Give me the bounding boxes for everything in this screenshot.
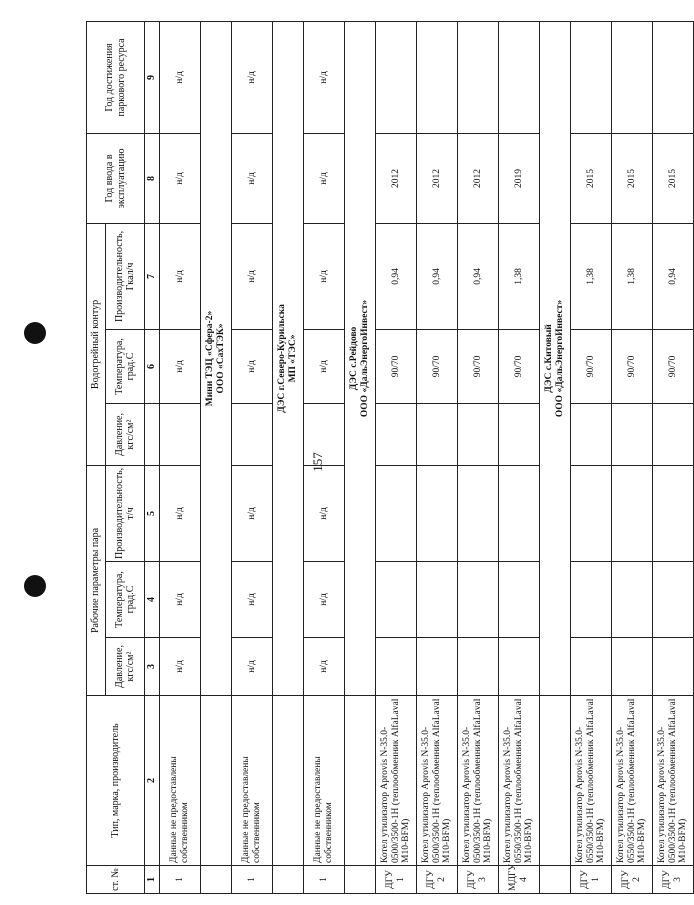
- cell-type: Данные не предоставлены собственником: [160, 696, 201, 866]
- cell-y2: [417, 21, 458, 133]
- cell-num: ДГУ 3: [653, 866, 694, 894]
- cell-y2: [499, 21, 540, 133]
- header-year-resource: Год достижения паркового ресурса: [87, 21, 145, 133]
- cell-q: н/д: [232, 465, 273, 561]
- cell-wq: 0,94: [417, 223, 458, 329]
- table-row: [653, 21, 694, 893]
- cell-wq: 1,38: [499, 223, 540, 329]
- cell-y1: 2015: [653, 133, 694, 223]
- header-temperature: Температура, град.С: [106, 562, 145, 638]
- column-index: [145, 403, 160, 465]
- cell-num: ДГУ 1: [571, 866, 612, 894]
- cell-y2: н/д: [304, 21, 345, 133]
- cell-t: [653, 562, 694, 638]
- section-title-row: [345, 21, 376, 893]
- column-index: 8: [145, 133, 160, 223]
- cell-t: [376, 562, 417, 638]
- column-index: 3: [145, 638, 160, 696]
- cell-wq: 0,94: [653, 223, 694, 329]
- cell-p: н/д: [304, 638, 345, 696]
- cell-y1: н/д: [232, 133, 273, 223]
- cell-wt: 90/70: [458, 329, 499, 403]
- table-row: [612, 21, 653, 893]
- cell-wp: [376, 403, 417, 465]
- section-title-spacer: [201, 866, 232, 894]
- cell-q: [571, 465, 612, 561]
- cell-num: 1: [232, 866, 273, 894]
- cell-p: [653, 638, 694, 696]
- section-title-row: [273, 21, 304, 893]
- cell-q: [612, 465, 653, 561]
- header-group-water: Водогрейный контур: [87, 223, 106, 465]
- cell-wq: 0,94: [376, 223, 417, 329]
- cell-q: [653, 465, 694, 561]
- cell-type: Котел утилизатор Aprovis N-35.0-0500/3500-1H (теплообменник AlfaLaval M10-BFM): [653, 696, 694, 866]
- cell-p: [417, 638, 458, 696]
- cell-y2: [612, 21, 653, 133]
- header-num: ст. №: [87, 866, 145, 894]
- cell-t: н/д: [232, 562, 273, 638]
- column-index-row: [145, 21, 160, 893]
- column-index: 9: [145, 21, 160, 133]
- cell-p: [376, 638, 417, 696]
- cell-q: [458, 465, 499, 561]
- cell-wt: 90/70: [612, 329, 653, 403]
- section-title-line: МП «ТЭС»: [288, 334, 298, 383]
- cell-t: н/д: [304, 562, 345, 638]
- cell-wq: н/д: [232, 223, 273, 329]
- cell-t: [499, 562, 540, 638]
- section-title-spacer: [273, 696, 304, 866]
- cell-y2: [376, 21, 417, 133]
- cell-wt: 90/70: [376, 329, 417, 403]
- cell-t: [417, 562, 458, 638]
- cell-y2: [458, 21, 499, 133]
- cell-y1: 2012: [458, 133, 499, 223]
- header-steam-capacity: Производительность, т/ч: [106, 465, 145, 561]
- cell-wq: 1,38: [612, 223, 653, 329]
- cell-num: 1: [160, 866, 201, 894]
- section-title-line: ООО «СахТЭК»: [216, 323, 226, 394]
- cell-num: ДГУ 3: [458, 866, 499, 894]
- header-water-temperature: Температура, град.С: [106, 329, 145, 403]
- section-title: [345, 21, 376, 695]
- cell-p: [499, 638, 540, 696]
- cell-q: н/д: [160, 465, 201, 561]
- cell-p: н/д: [160, 638, 201, 696]
- cell-wq: н/д: [160, 223, 201, 329]
- column-index: 7: [145, 223, 160, 329]
- cell-type: Данные не предоставлены собственником: [304, 696, 345, 866]
- column-index: 5: [145, 465, 160, 561]
- cell-y2: н/д: [232, 21, 273, 133]
- cell-num: ДГУ 2: [417, 866, 458, 894]
- table-row: [304, 21, 345, 893]
- cell-wq: 0,94: [458, 223, 499, 329]
- section-title-line: Мини ТЭЦ «Сфера-2»: [205, 310, 216, 407]
- cell-wp: [304, 403, 345, 465]
- rotated-table-frame: [86, 22, 689, 894]
- cell-num: ДГУ 2: [612, 866, 653, 894]
- header-pressure: Давление, кгс/см²: [106, 638, 145, 696]
- column-index: 4: [145, 562, 160, 638]
- cell-num: 1: [304, 866, 345, 894]
- cell-type: Котел утилизатор Aprovis N-35.0-0550/3500-1H (теплообменник AlfaLaval M10-BFM): [499, 696, 540, 866]
- cell-wq: н/д: [304, 223, 345, 329]
- section-title: [201, 21, 232, 695]
- section-title-line: ДЭС с.Китовый: [544, 324, 555, 393]
- rotated-table-content: [86, 22, 689, 894]
- section-title-line: ДЭС г.Северо-Курильска: [277, 304, 288, 413]
- cell-p: [612, 638, 653, 696]
- section-title-spacer: [201, 696, 232, 866]
- section-title-spacer: [273, 866, 304, 894]
- cell-type: Котел утилизатор Aprovis N-35.0-0500/3500-1H (теплообменник AlfaLaval M10-BFM): [417, 696, 458, 866]
- section-title-row: [201, 21, 232, 893]
- cell-y1: 2015: [571, 133, 612, 223]
- cell-y1: 2019: [499, 133, 540, 223]
- cell-wt: н/д: [304, 329, 345, 403]
- cell-y2: [653, 21, 694, 133]
- cell-t: [612, 562, 653, 638]
- cell-y1: 2015: [612, 133, 653, 223]
- cell-wt: 90/70: [499, 329, 540, 403]
- table-row: [376, 21, 417, 893]
- table-row: [417, 21, 458, 893]
- section-title: [540, 21, 571, 695]
- column-index: 6: [145, 329, 160, 403]
- section-title-spacer: [345, 696, 376, 866]
- section-title-line: ООО «ДальЭнергоИнвест»: [360, 299, 370, 418]
- cell-wp: [458, 403, 499, 465]
- header-water-pressure: Давление, кгс/см²: [106, 403, 145, 465]
- header-group-steam: Рабочие параметры пара: [87, 465, 106, 695]
- cell-wp: [571, 403, 612, 465]
- cell-y1: н/д: [304, 133, 345, 223]
- cell-p: н/д: [232, 638, 273, 696]
- header-type: Тип, марка, производитель: [87, 696, 145, 866]
- table-row: [571, 21, 612, 893]
- cell-num: МДГУ 4: [499, 866, 540, 894]
- cell-t: [571, 562, 612, 638]
- cell-wt: 90/70: [571, 329, 612, 403]
- binder-hole-icon: [24, 322, 46, 344]
- cell-wp: [232, 403, 273, 465]
- binder-hole-icon: [24, 575, 46, 597]
- section-title-line: ДЭС с.Рейдово: [349, 326, 360, 391]
- cell-type: Котел утилизатор Aprovis N-35.0-0550/3500-1H (теплообменник AlfaLaval M10-BFM): [612, 696, 653, 866]
- table-row: [160, 21, 201, 893]
- cell-wq: 1,38: [571, 223, 612, 329]
- cell-wp: [653, 403, 694, 465]
- cell-wt: н/д: [232, 329, 273, 403]
- page-number: 157: [310, 452, 325, 472]
- cell-type: Котел утилизатор Aprovis N-35.0-0500/3500-1H (теплообменник AlfaLaval M10-BFM): [458, 696, 499, 866]
- table-row: [499, 21, 540, 893]
- cell-wp: [417, 403, 458, 465]
- cell-y2: н/д: [160, 21, 201, 133]
- section-title-spacer: [540, 696, 571, 866]
- cell-t: н/д: [160, 562, 201, 638]
- column-index: 1: [145, 866, 160, 894]
- cell-y1: 2012: [376, 133, 417, 223]
- cell-wt: 90/70: [417, 329, 458, 403]
- boiler-table: [86, 21, 694, 894]
- cell-type: Данные не предоставлены собственником: [232, 696, 273, 866]
- table-body: [160, 21, 694, 893]
- table-row: [458, 21, 499, 893]
- section-title-line: ООО «ДальЭнергоИнвест»: [555, 299, 565, 418]
- section-title-row: [540, 21, 571, 893]
- section-title-spacer: [540, 866, 571, 894]
- section-title: [273, 21, 304, 695]
- cell-q: [376, 465, 417, 561]
- cell-t: [458, 562, 499, 638]
- cell-y1: н/д: [160, 133, 201, 223]
- section-title-spacer: [345, 866, 376, 894]
- cell-type: Котел утилизатор Aprovis N-35.0-0550/3500-1H (теплообменник AlfaLaval M10-BFM): [571, 696, 612, 866]
- cell-wt: 90/70: [653, 329, 694, 403]
- cell-p: [458, 638, 499, 696]
- cell-num: ДГУ 1: [376, 866, 417, 894]
- header-year-commission: Год ввода в эксплуатацию: [87, 133, 145, 223]
- cell-wp: [499, 403, 540, 465]
- column-index: 2: [145, 696, 160, 866]
- cell-y1: 2012: [417, 133, 458, 223]
- cell-q: н/д: [304, 465, 345, 561]
- cell-q: [417, 465, 458, 561]
- cell-wp: [612, 403, 653, 465]
- table-row: [232, 21, 273, 893]
- cell-q: [499, 465, 540, 561]
- cell-wt: н/д: [160, 329, 201, 403]
- cell-y2: [571, 21, 612, 133]
- header-water-capacity: Производительность, Гкал/ч: [106, 223, 145, 329]
- cell-p: [571, 638, 612, 696]
- cell-type: Котел утилизатор Aprovis N-35.0-0500/3500-1H (теплообменник AlfaLaval M10-BFM): [376, 696, 417, 866]
- cell-wp: [160, 403, 201, 465]
